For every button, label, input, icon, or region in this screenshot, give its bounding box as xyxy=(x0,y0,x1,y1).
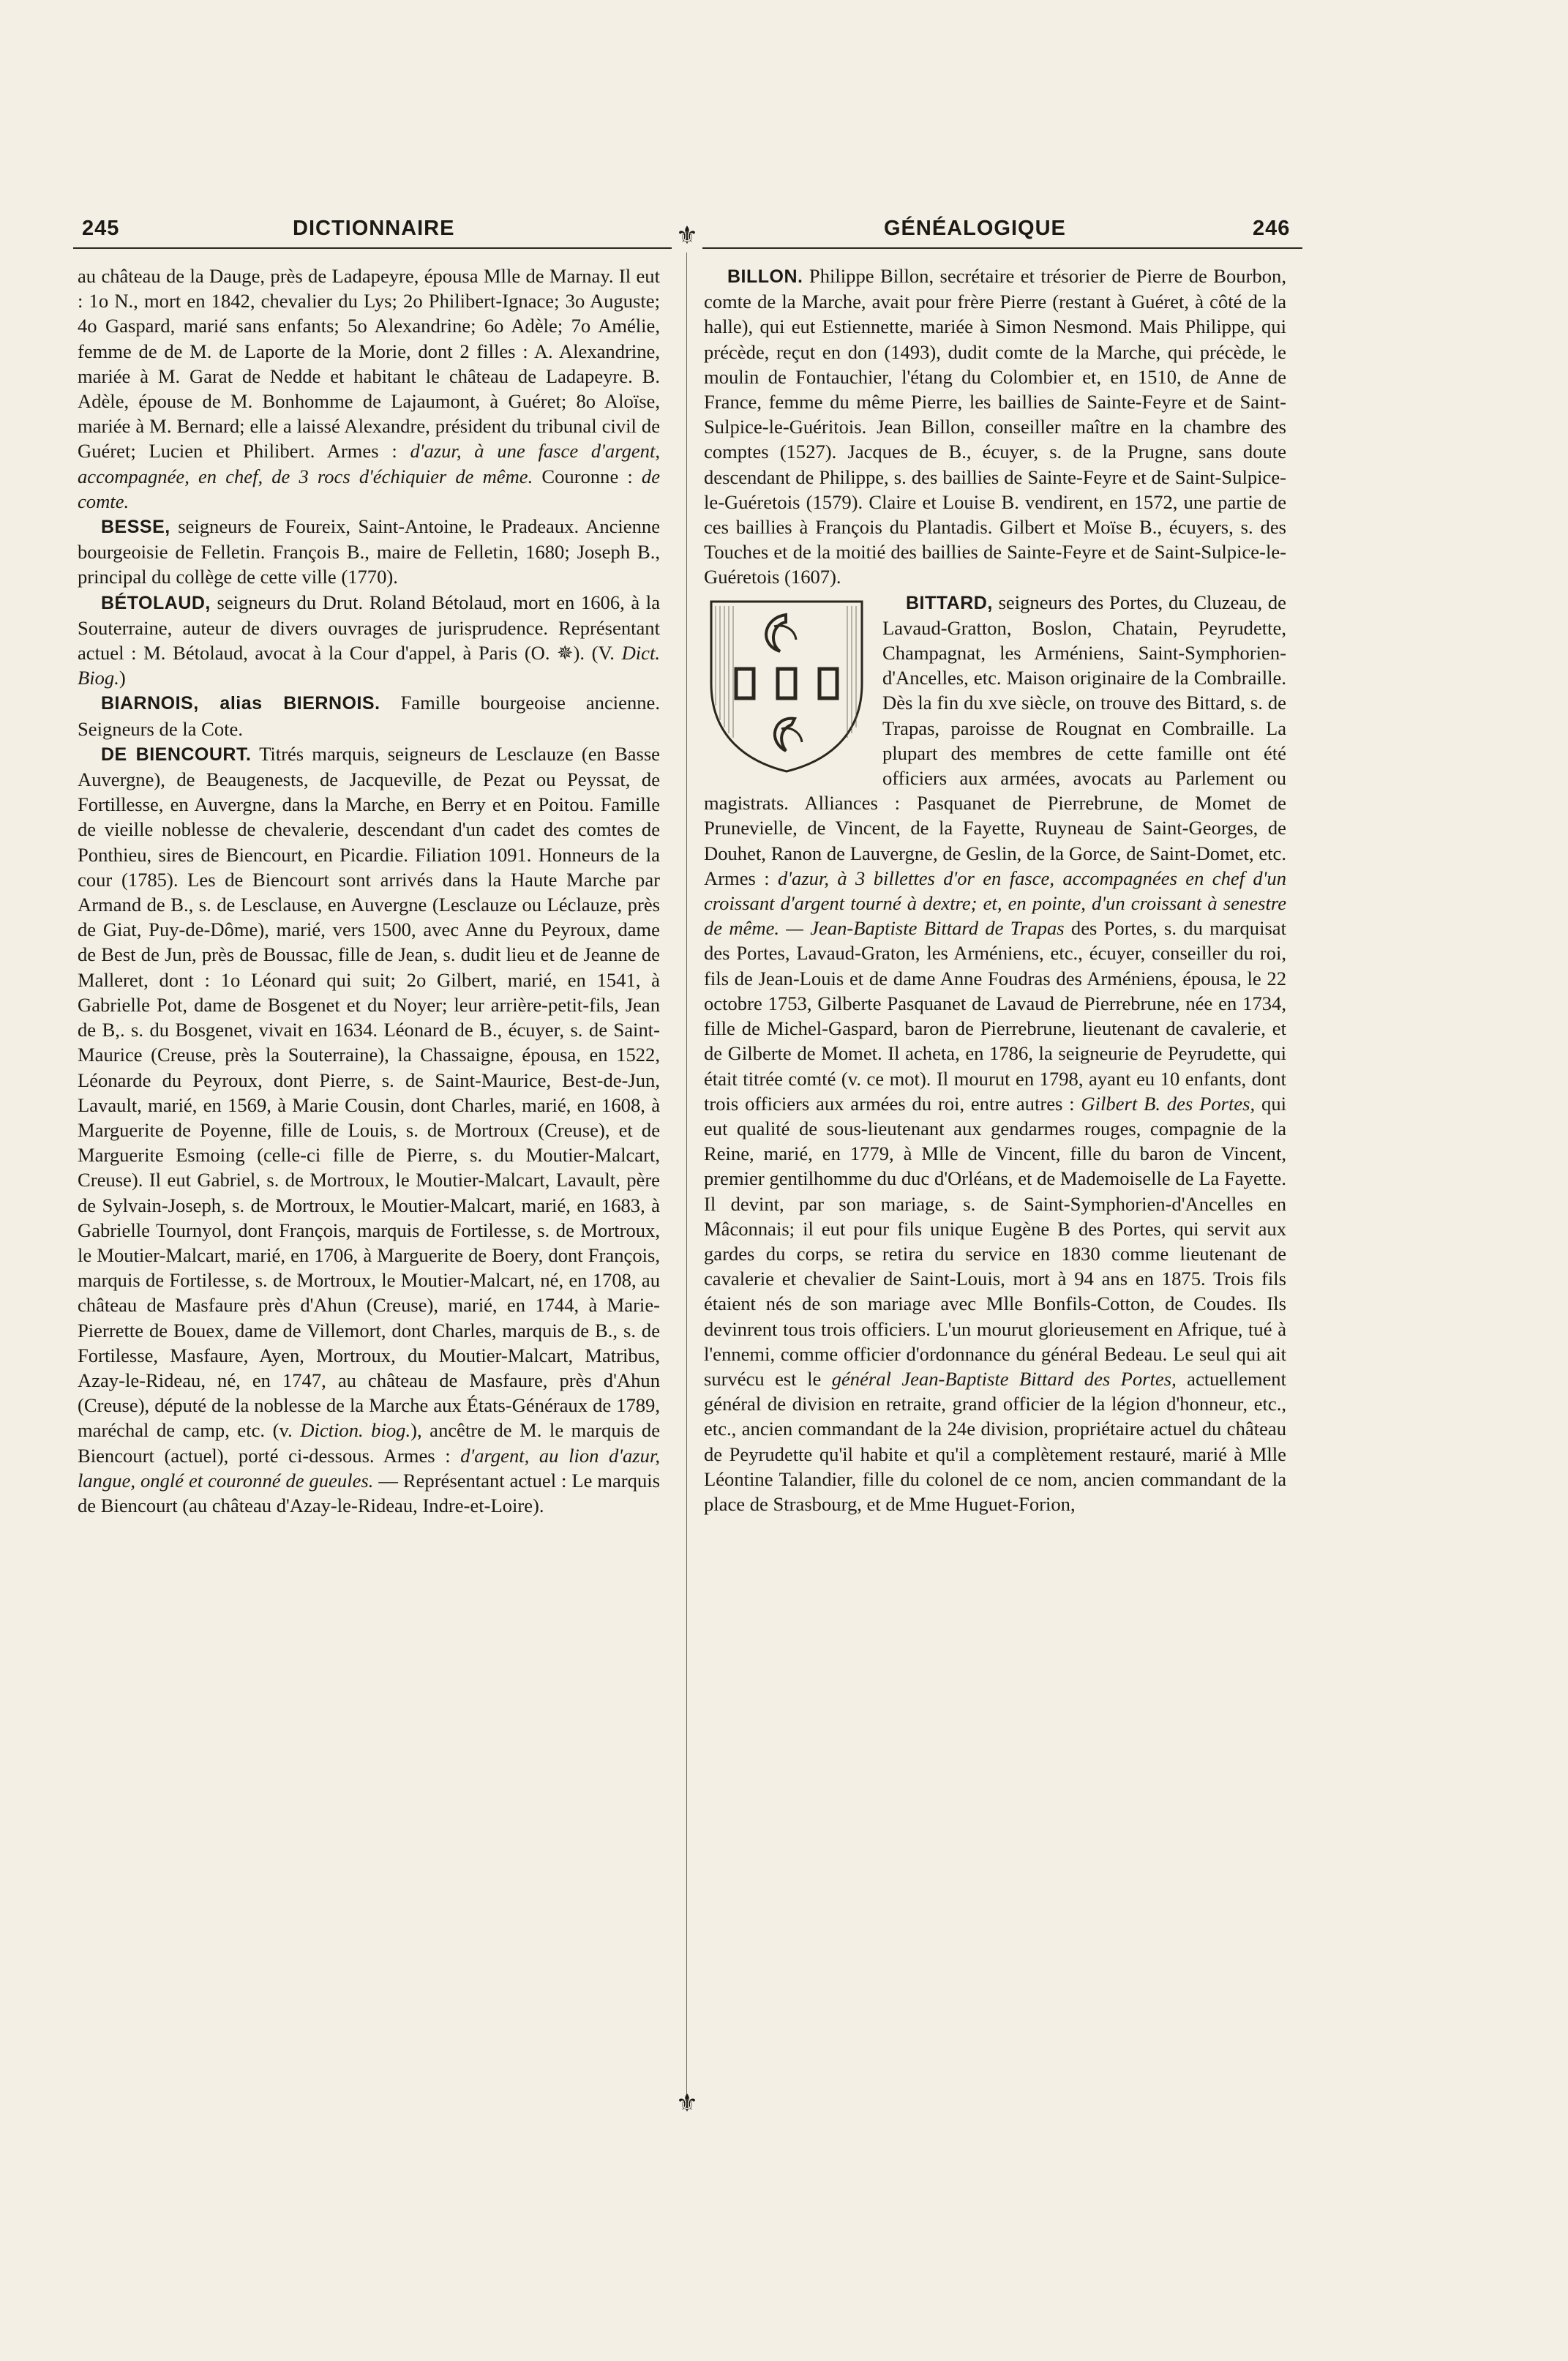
left-column xyxy=(78,263,660,1518)
header-rule-left xyxy=(73,247,672,249)
headword-betolaud: BÉTOLAUD, xyxy=(101,592,211,613)
running-head-left: DICTIONNAIRE xyxy=(293,217,455,240)
right-column xyxy=(704,263,1286,1516)
entry-biencourt: DE BIENCOURT. Titrés marquis, seigneurs de Lesclauze (en Basse Auvergne), de Beaugenests, de Jacqueville, de Pezat ou Peyssat, de Fortillesse, en Auvergne, dans la Marche, en Berry et en Poitou. Famille de vieille noblesse de chevalerie, descendant d'un cadet des comtes de Ponthieu, sires de Biencourt, en Picardie. Filiation 1091. Honneurs de la cour (1785). Les de Biencourt sont arrivés dans la Haute Marche par Armand de B., s. de Lesclause, en Auvergne (Lesclauze ou Léclauze, près de Giat, Puy-de-Dôme), marié, vers 1500, avec Anne du Peyroux, dame de Best de Jun, près de Boussac, fille de Jean, s. dudit lieu et de Jeanne de Malleret, dont : 1o Léonard qui suit; 2o Gilbert, marié, en 1541, à Gabrielle Pot, dame de Bosgenet et du Noyer; leur arrière-petit-fils, Jean de B,. s. du Bosgenet, vivait en 1634. Léonard de B., écuyer, s. de Saint-Maurice (Creuse, près la Souterraine), la Chassaigne, épousa, en 1522, Léonarde du Peyroux, dont Pierre, s. de Saint-Maurice, Best-de-Jun, Lavault, marié, en 1569, à Marie Cousin, dont Charles, marié, en 1608, à Marguerite de Poyenne, fille de Louis, s. de Mortroux (Creuse), et de Marguerite Esmoing (celle-ci fille de Pierre, s. du Moutier-Malcart, Creuse). Il eut Gabriel, s. de Mortroux, le Moutier-Malcart, Lavault, père de Sylvain-Joseph, s. de Mortroux, le Moutier-Malcart, marié, en 1683, à Gabrielle Tournyol, dont François, marquis de Fortilesse, s. de Mortroux, le Moutier-Malcart, marié, en 1706, à Marguerite de Boery, dont François, marquis de Fortilesse, s. de Mortroux, le Moutier-Malcart, né, en 1708, au château de Masfaure près d'Ahun (Creuse), marié, en 1744, à Marie-Pierrette de Bouex, dame de Villemort, dont Charles, marquis de B., s. de Fortilesse, Masfaure, Ayen, Mortroux, du Moutier-Malcart, Matribus, Azay-le-Rideau, né, en 1747, au château de Masfaure, près d'Ahun (Creuse), député de la noblesse de la Marche aux États-Généraux de 1789, maréchal de camp, etc. (v. Diction. biog.), ancêtre de M. le marquis de Biencourt (actuel), porté ci-dessous. Armes : d'argent, au lion d'azur, langue, onglé et couronné de gueules. — Représentant actuel : Le marquis de Biencourt (au château d'Azay-le-Rideau, Indre-et-Loire). xyxy=(78,742,661,1516)
bittard-coat-of-arms xyxy=(704,596,869,776)
entry-bittard: BITTARD, seigneurs des Portes, du Cluzeau, de Lavaud-Gratton, Boslon, Chatain, Peyrudette, Champagnat, les Arméniens, Saint-Symphorien-d'Ancelles, etc. Maison originaire de la Combraille. Dès la fin du xve siècle, on trouve des Bittard, s. de Trapas, paroisse de Rougnat en Combraille. La plupart des membres de cette famille ont été officiers aux armées, avocats au Parlement ou magistrats. Alliances : Pasquanet de Pierrebrune, de Momet de Prunevielle, de Vincent, de la Fayette, Ruyneau de Saint-Georges, de Douhet, Ranon de Lauvergne, de Geslin, de la Gorce, de Saint-Domet, etc. Armes : d'azur, à 3 billettes d'or en fasce, accompagnées en chef d'un croissant d'argent tourné à dextre; et, en pointe, d'un croissant à senestre de même. — Jean-Baptiste Bittard de Trapas des Portes, s. du marquisat des Portes, Lavaud-Graton, les Arméniens, etc., écuyer, conseiller du roi, fils de Jean-Louis et de dame Anne Foudras des Arméniens, épousa, le 22 octobre 1753, Gilberte Pasquanet de Lavaud de Pierrebrune, née en 1734, fille de Michel-Gaspard, baron de Pierrebrune, lieutenant de cavalerie, et de Gilberte de Momet. Il acheta, en 1786, la seigneurie de Peyrudette, qui était titrée comté (v. ce mot). Il mourut en 1798, ayant eu 10 enfants, dont trois officiers aux armées du roi, entre autres : Gilbert B. des Portes, qui eut qualité de sous-lieutenant aux gendarmes rouges, compagnie de la Reine, marié, en 1779, à Mlle de Vincent, fille du baron de Vincent, premier gentilhomme du duc d'Orléans, et de Mademoiselle de La Fayette. Il devint, par son mariage, s. de Saint-Symphorien-d'Ancelles en Mâconnais; il eut pour fils unique Eugène B des Portes, qui servit aux gardes du corps, se retira du service en 1830 comme lieutenant de cavalerie et chevalier de Saint-Louis, mort à 94 ans en 1875. Trois fils étaient nés de son mariage avec Mlle Bonfils-Cotton, de Coudes. Ils devinrent tous trois officiers. L'un mourut glorieusement en Afrique, tué à l'ennemi, comme officier d'ordonnance du général Bedeau. Le seul qui ait survécu est le général Jean-Baptiste Bittard des Portes, actuellement général de division en retraite, grand officier de la légion d'honneur, etc., etc., ancien commandant de la 24e division, propriétaire actuel du château de Peyrudette qu'il habite et qu'il a complètement restauré, marié à Mlle Léontine Talandier, fille du colonel de ce nom, ancien commandant de la place de Strasbourg, et de Mme Huguet-Forion, xyxy=(704,591,1286,1515)
entry-biarnois: BIARNOIS, alias BIERNOIS. Famille bourgeoise ancienne. Seigneurs de la Cote. xyxy=(78,692,660,740)
entry-continuation: au château de la Dauge, près de Ladapeyre, épousa Mlle de Marnay. Il eut : 1o N., mort en 1842, chevalier du Lys; 2o Philibert-Ignace; 3o Auguste; 4o Gaspard, marié sans enfants; 5o Alexandrine; 6o Adèle; 7o Amélie, femme de de M. de Laporte de la Morie, dont 2 filles : A. Alexandrine, mariée à M. Garat de Nedde et habitant le château de Ladapeyre. B. Adèle, épouse de M. Bonhomme de Lajaumont, à Guéret; 8o Aloïse, mariée à M. Bernard; elle a laissé Alexandre, président du tribunal civil de Guéret; Lucien et Philibert. Armes : d'azur, à une fasce d'argent, accompagnée, en chef, de 3 rocs d'échiquier de même. Couronne : de comte. xyxy=(78,265,660,512)
column-divider xyxy=(686,252,687,2097)
headword-billon: BILLON. xyxy=(727,266,803,287)
headword-bittard: BITTARD, xyxy=(906,592,993,613)
page-number-left: 245 xyxy=(82,217,120,240)
fleur-de-lis-ornament-top: ⚜ xyxy=(675,222,699,250)
entry-besse: BESSE, seigneurs de Foureix, Saint-Antoine, le Pradeaux. Ancienne bourgeoisie de Felletin. François B., maire de Felletin, 1680; Joseph B., principal du collège de cette ville (1770). xyxy=(78,515,661,588)
header-rule-right xyxy=(702,247,1302,249)
headword-biencourt: DE BIENCOURT. xyxy=(101,744,252,765)
entry-billon: BILLON. Philippe Billon, secrétaire et trésorier de Pierre de Bourbon, comte de la Marche, avait pour frère Pierre (restant à Guéret, à côté de la halle), qui eut Estiennette, mariée à Simon Nesmond. Mais Philippe, qui précède, reçut en don (1493), dudit comte de la Marche, qui précède, le moulin de Fontauchier, l'étang du Colombier et, en 1510, de Anne de France, femme du même Pierre, les baillies de Sainte-Feyre et de Saint-Sulpice-le-Guéritois. Jean Billon, conseiller maître en la chambre des comptes (1527). Jacques de B., écuyer, s. de la Prugne, sans doute descendant de Philippe, s. des baillies de Sainte-Feyre et de Saint-Sulpice-le-Guéretois (1579). Claire et Louise B. vendirent, en 1572, une partie de ces baillies à François du Plantadis. Gilbert et Moïse B., écuyers, s. des Touches et de la moitié des baillies de Sainte-Feyre et de Saint-Sulpice-le-Guéretois (1607). xyxy=(704,265,1286,588)
fleur-de-lis-ornament-bottom: ⚜ xyxy=(675,2090,699,2117)
entry-betolaud: BÉTOLAUD, seigneurs du Drut. Roland Bétolaud, mort en 1606, à la Souterraine, auteur de divers ouvrages de jurisprudence. Représentant actuel : M. Bétolaud, avocat à la Cour d'appel, à Paris (O. ✵). (V. Dict. Biog.) xyxy=(78,591,660,689)
headword-biarnois: BIARNOIS, alias BIERNOIS. xyxy=(101,693,380,714)
page-number-right: 246 xyxy=(1253,217,1291,240)
running-head-right: GÉNÉALOGIQUE xyxy=(884,217,1066,240)
headword-besse: BESSE, xyxy=(101,517,170,538)
shield-icon xyxy=(704,596,869,776)
